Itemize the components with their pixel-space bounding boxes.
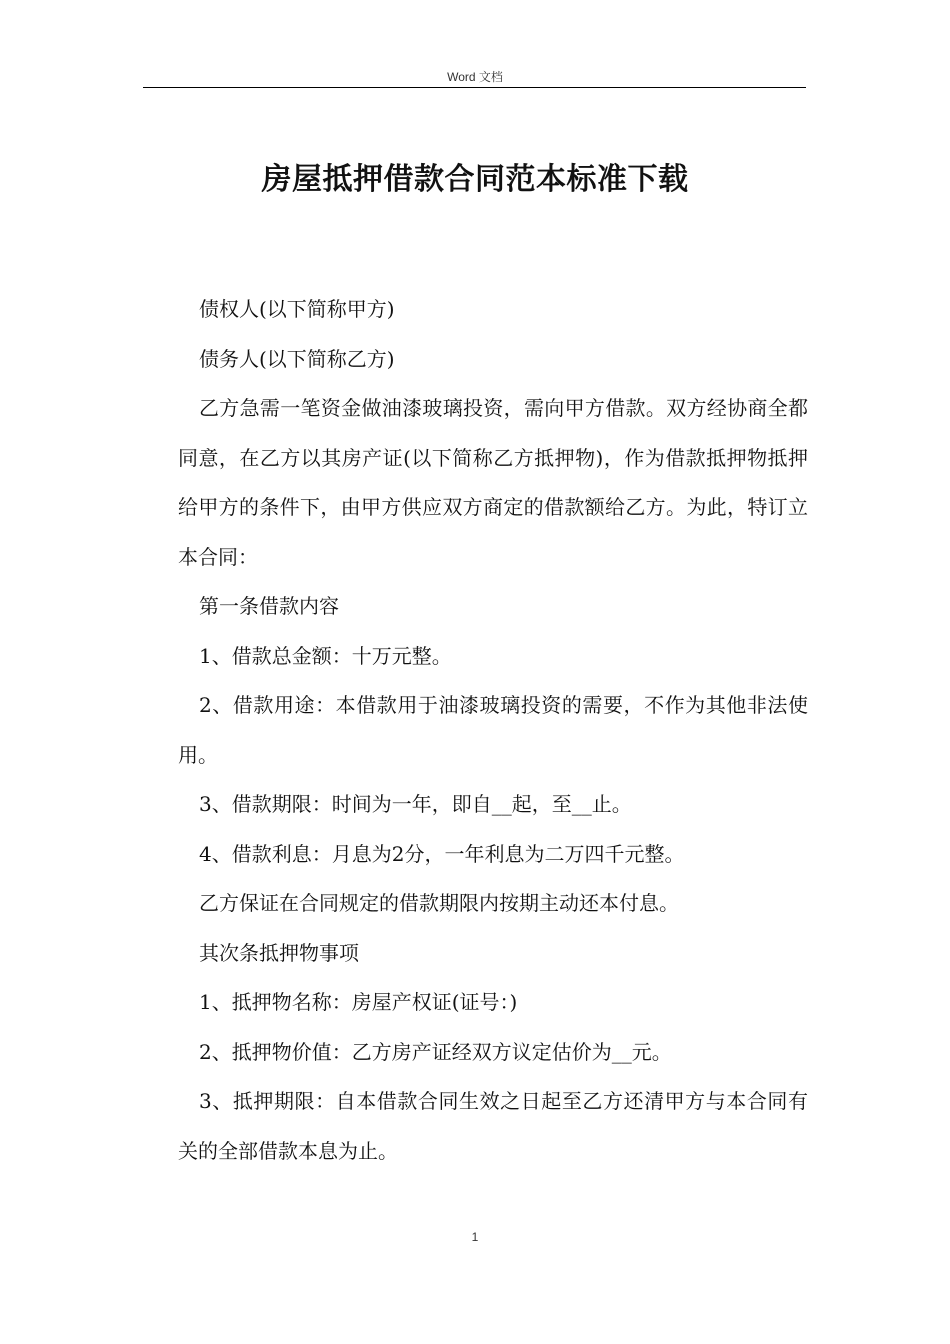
clause-collateral-name: 1、抵押物名称：房屋产权证(证号：) (199, 990, 518, 1014)
paragraph-preamble: 乙方急需一笔资金做油漆玻璃投资，需向甲方借款。双方经协商全都同意，在乙方以其房产证(以下简称乙方抵押物)，作为借款抵押物抵押给甲方的条件下，由甲方供应双方商定的借款额给乙方。为此，特订立本合同： (178, 396, 808, 569)
header-divider (143, 87, 806, 88)
document-title: 房屋抵押借款合同范本标准下载 (261, 162, 689, 197)
page-number: 1 (471, 1230, 479, 1244)
paragraph-creditor: 债权人(以下简称甲方) (199, 297, 395, 321)
paragraph-debtor: 债务人(以下简称乙方) (199, 346, 395, 371)
section-heading-loan-content: 第一条借款内容 (199, 594, 339, 618)
section-heading-collateral: 其次条抵押物事项 (199, 940, 359, 965)
clause-collateral-term: 3、抵押期限：自本借款合同生效之日起至乙方还清甲方与本合同有关的全部借款本息为止。 (178, 1089, 808, 1163)
document-body (178, 285, 808, 1176)
clause-loan-purpose: 2、借款用途：本借款用于油漆玻璃投资的需要，不作为其他非法使用。 (178, 693, 808, 767)
clause-loan-term: 3、借款期限：时间为一年，即自__起，至__止。 (199, 792, 632, 816)
clause-loan-amount: 1、借款总金额：十万元整。 (199, 643, 452, 668)
clause-collateral-value: 2、抵押物价值：乙方房产证经双方议定估价为__元。 (199, 1039, 672, 1064)
clause-loan-interest: 4、借款利息：月息为2分，一年利息为二万四千元整。 (199, 841, 685, 866)
header-text: Word 文档 (447, 70, 503, 84)
paragraph-repayment-guarantee: 乙方保证在合同规定的借款期限内按期主动还本付息。 (199, 891, 679, 915)
